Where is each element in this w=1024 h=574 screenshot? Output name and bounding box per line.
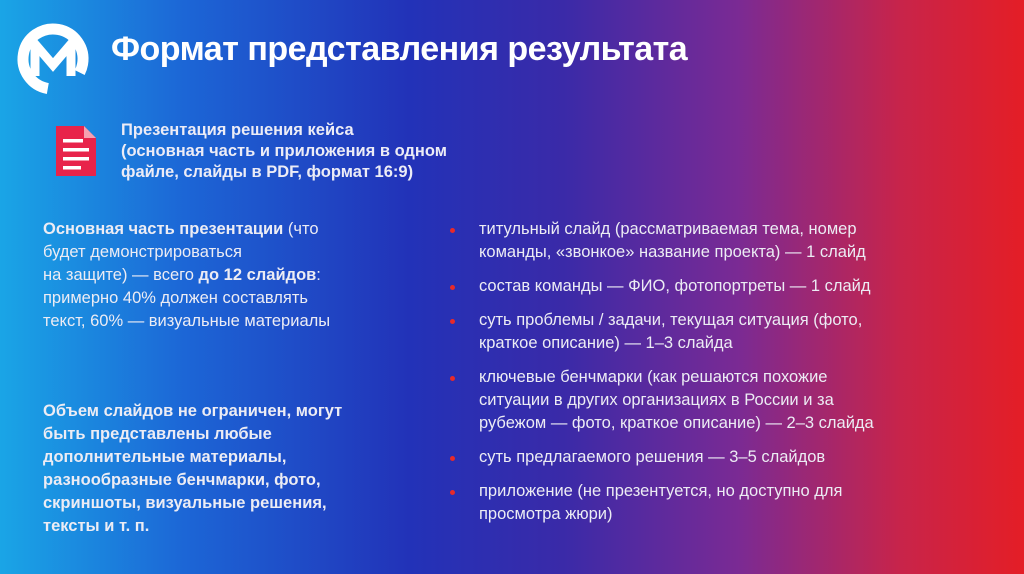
main-part-heading: Основная часть презентации (43, 220, 284, 238)
list-item: титульный слайд (рассматриваемая тема, номер команды, «звонкое» название проекта) — 1 слайд (448, 218, 1008, 264)
page-title: Формат представления результата (111, 30, 688, 68)
main-part-line: будет демонстрироваться (43, 243, 242, 261)
main-part-line: Основная часть презентации (что (43, 220, 319, 238)
main-part-line: на защите) — всего до 12 слайдов: (43, 266, 321, 284)
volume-line: скриншоты, визуальные решения, (43, 494, 327, 512)
volume-line: быть представлены любые (43, 425, 272, 443)
volume-line: разнообразные бенчмарки, фото, (43, 471, 321, 489)
list-item: суть проблемы / задачи, текущая ситуация (фото, краткое описание) — 1–3 слайда (448, 309, 1008, 355)
volume-line: дополнительные материалы, (43, 448, 287, 466)
bullet-icon (450, 456, 455, 461)
list-item: суть предлагаемого решения — 3–5 слайдов (448, 446, 1008, 469)
list-item: ключевые бенчмарки (как решаются похожие ситуации в других организациях в России и за рубежом — фото, краткое описание) — 2–3 слайда (448, 366, 1008, 435)
list-item: состав команды — ФИО, фотопортреты — 1 слайд (448, 275, 1008, 298)
volume-line: Объем слайдов не ограничен, могут (43, 402, 343, 420)
presentation-line: файле, слайды в PDF, формат 16:9) (121, 163, 414, 181)
slide-limit: до 12 слайдов (198, 266, 317, 284)
bullet-icon (450, 319, 455, 324)
bullet-icon (450, 285, 455, 290)
main-part-line: примерно 40% должен составлять (43, 289, 308, 307)
document-icon (52, 122, 100, 180)
logo-m-icon (14, 20, 92, 98)
presentation-line: (основная часть и приложения в одном (121, 142, 447, 160)
bullet-icon (450, 490, 455, 495)
list-item: приложение (не презентуется, но доступно для просмотра жюри) (448, 480, 1008, 526)
bullet-icon (450, 376, 455, 381)
presentation-description (121, 120, 521, 183)
volume-line: тексты и т. п. (43, 517, 150, 535)
slide-contents-list (448, 218, 1008, 537)
main-part-text (43, 218, 403, 333)
volume-text (43, 400, 403, 538)
bullet-icon (450, 228, 455, 233)
main-part-line: текст, 60% — визуальные материалы (43, 312, 331, 330)
presentation-line: Презентация решения кейса (121, 121, 354, 139)
